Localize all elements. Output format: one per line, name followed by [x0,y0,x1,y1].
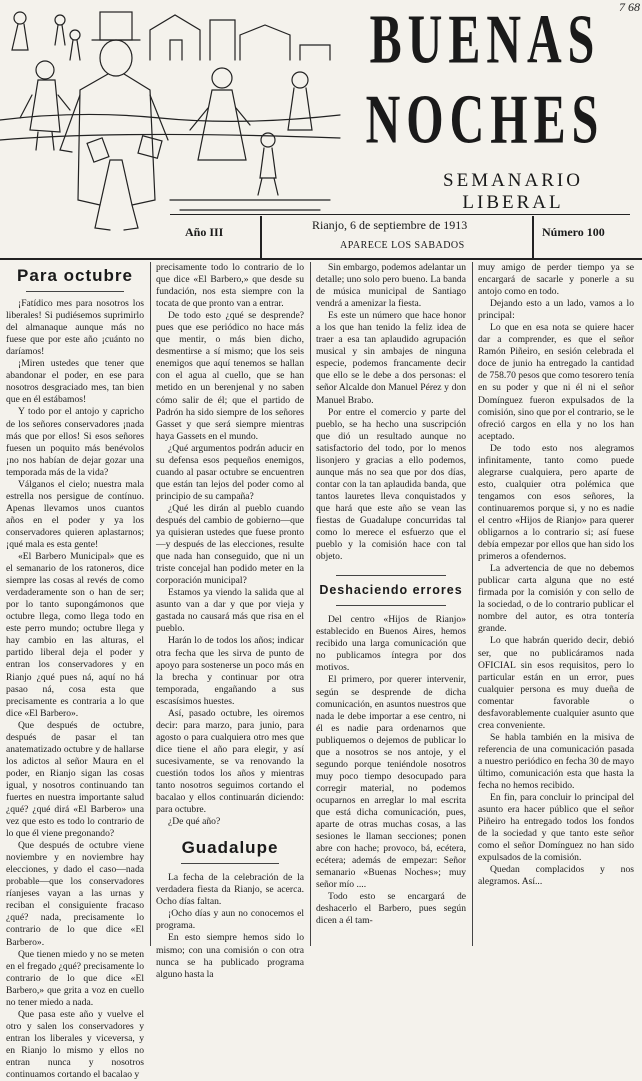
paragraph: ¿Qué les dirán al pueblo cuando después del cambio de gobierno—que ya quisieran ustedes que fuese pronto—y después de las elecciones, resulte que nada han conseguido, que ni un triste concejal han podido meter en la corporación municipal? [156,502,304,587]
paragraph: El primero, por querer intervenir, según se desprende de dicha comunicación, en asuntos nuestros que nada le debe importar a ese centro, ni él es nadie para ordenarnos que publiquemos o dejemos de publicar lo que a nosotros se nos antoje, y el segundo porque teniéndole nosotros muy poco tiempo desocupado para corregir material, no podemos ocuparnos en arreglar lo mal escrita que está dicha comunicación, pues, aparte de otras muchas cosas, a las sesiones le llaman secciones; ponen abre con hache; provoco, bá, ecétera, ecétera; además de empezar: Señor semanario «Buenas Noches»; muy señor mío .... [316,674,466,891]
issue-date: Rianjo, 6 de septiembre de 1913 [312,218,468,232]
paragraph: ¿Qué argumentos podrán aducir en su defensa esos pequeños enemigos, cuando al pasar octubre se encuentren que están tan lejos del poder como al principio de su campaña? [156,442,304,502]
paragraph: Y todo por el antojo y capricho de los señores conservadores ¡nada más que por ellos! Si esos señores fuesen un poquito más benévolos ¡no nos habían de dejar gozar una temporada más de la vida? [6,406,144,478]
infobar-divider-left [260,216,262,258]
issue-frequency: APARECE LOS SABADOS [340,240,465,251]
column-3 [316,262,466,946]
paragraph: La advertencia de que no debemos publicar carta alguna que no esté firmada por la comisión y con sello de la sociedad, o de lo contrario publicar el nombre del autor, es otra tontería grande. [478,563,634,635]
paragraph: De todo esto ¿qué se desprende? pues que ese periódico no hace más que mentir, o más bien dicho, desmentirse a sí mismo; que los seis enemigos que aquí tenemos se hallan con el agua al cuello, que se han metido en un berenjenal y no saben cómo salir de él; que el partido de Padrón ha sido siempre de los señores Gasset y que será siempre mientras haya Gassets en el mundo. [156,310,304,442]
column-1 [6,262,144,1081]
masthead-illustration [0,0,340,240]
paragraph: Por entre el comercio y parte del pueblo, se ha hecho una suscripción que dió un resultado aunque no satisfactorio del todo, por lo menos lisonjero y gracias a ello podemos, aunque más no sea que por dos días, contar con la tan aplaudida banda, que tantos lauretes lleva conquistados y que hará que este año se vean las fiestas de Guadalupe concurridas tal como lo merece el esfuerzo que el pueblo y la comisión hace con tal objeto. [316,406,466,563]
masthead-rule-top [170,214,630,215]
paragraph: Así, pasado octubre, les oiremos decir: para marzo, para junio, para agosto o para cualquiera otro mes que dice tiene el año para elegir, y así sucesivamente, se va renovando la cuestión todos los años y mientras tanto nosotros seguimos cortando el bacalao y ellos continuarán diciendo: para octubre. [156,707,304,816]
paragraph: Que después de octubre, después de pasar el tan anatematizado octubre y de hallarse los adictos al señor Maura en el poder, en Rianjo sigan las cosas igual, y nosotros continuando tan fuertes en nuestra importante salud ¿qué? ¿qué dirá «El Barbero» una vez que esto es todo lo contrario de lo que él viene pregonando? [6,719,144,840]
paragraph: Que después de octubre viene noviembre y en noviembre hay elecciones, y dado el caso—nada probable—que los conservadores ríanjeses vayan a las urnas y reciban el consiguiente fracaso ¿qué? nada, precisamente lo contrario de lo que dice «El Barbero». [6,840,144,948]
paragraph: precisamente todo lo contrario de lo que dice «El Barbero,» que desde su fundación, nos esta siempre con la tocata de que pronto van a entrar. [156,262,304,310]
paragraph: Harán lo de todos los años; indicar otra fecha que les sirva de punto de apoyo para sostenerse un poco más en la brecha y continuar por otra temporada, engañando a sus escasísimos huestes. [156,635,304,707]
paragraph: ¡Ocho días y aun no conocemos el programa. [156,908,304,932]
headline-para-octubre: Para octubre [17,266,133,285]
paragraph: De todo esto nos alegramos infinitamente, tanto como puede alegrarse cualquiera, pero aparte de esto, cualquier otra polémica que tengamos con esos señores, la continuaremos porque si, y no es nadie el centro «Hijos de Rianjo» para querer obligarnos a lo contrario si; así fuese debía empezar por ellos que han sido los primeros a ofendernos. [478,442,634,563]
column-4 [478,262,634,946]
paragraph: Sin embargo, podemos adelantar un detalle; uno solo pero bueno. La banda de música municipal de Santiago vendrá a amenizar la fiesta. [316,262,466,310]
paragraph: La fecha de la celebración de la verdadera fiesta da Rianjo, se acerca. Ocho días faltan. [156,872,304,908]
issue-number: Número 100 [542,225,605,239]
paragraph: Del centro «Hijos de Rianjo» establecido en Buenos Aires, hemos recibido una larga comunicación que no publicamos íntegra por dos motivos. [316,614,466,674]
paragraph: Lo que en esa nota se quiere hacer dar a comprender, es que el señor Ramón Piñeiro, en sesión celebrada el doce de junio ha entregado la cantidad de 758.70 pesos que como tesorero tenía en su poder y que ni él ni el señor Domínguez fueron expulsados de la comisión, sino que por el contrario, se le ofreció cargos en ella y no los han aceptado. [478,322,634,442]
headline-rule [336,605,446,606]
paragraph: Lo que habrán querido decir, debió ser, que no publicáramos nada OFICIAL sin esos requisitos, pero lo particular están en un error, pues cualquier persona es muy dueña de comentar favorable o desfavorablemente cualquier asunto que crea conveniente. [478,635,634,731]
issue-year: Año III [185,225,224,239]
paragraph: En fin, para concluir lo principal del asunto era hacer público que el señor Piñeiro ha entregado todos los fondos de la sociedad y que tanto este señor como el señor Domínguez no han sido expulsados de la comisión. [478,792,634,864]
masthead-title-line2: NOCHES [365,81,605,159]
paragraph: «El Barbero Municipal» que es el semanario de los ratoneros, dice siempre las cosas al revés de como verdaderamente son o han de ser; por lo tanto supongámonos que octubre llega, como llega todo en este perro mundo; octubre llega y hay cambio en las alturas, el partido liberal deja el poder y entran los conservadores y en Rianjo ¿qué pues ná, aquí no há pasao ná, cosa esta que precisamente es contraria a lo que dice «El Barbero». [6,551,144,719]
masthead-subtitle: SEMANARIO LIBERAL [443,170,583,213]
column-2 [156,262,304,980]
page-mark: 7 68 [619,0,640,14]
paragraph: ¡Fatídico mes para nosotros los liberales! Si pudiésemos suprimirlo del almanaque aunque más no fuese que por este año ¡cuánto no daríamos! [6,298,144,358]
masthead-rule-bottom [0,258,642,260]
paragraph: muy amigo de perder tiempo ya se encargará de sacarle y ponerle a su antojo como en todo. [478,262,634,298]
paragraph: Que tienen miedo y no se meten en el fregado ¿qué? precisamente lo contrario de lo que dice «El Barbero,» que grita a voz en cuello no tener miedo a nada. [6,948,144,1008]
paragraph: ¡Miren ustedes que tener que abandonar el poder, en ese para nosotros desgraciado mes, tan bien que en él estábamos! [6,358,144,406]
column-separator [472,262,473,946]
paragraph: Quedan complacidos y nos alegramos. Así... [478,864,634,888]
paragraph: Estamos ya viendo la salida que al asunto van a dar y que por vieja y gastada no causará más que risa en el pueblo. [156,587,304,635]
headline-deshaciendo-errores: Deshaciendo errores [319,583,463,598]
masthead-title-line1: BUENAS [369,1,601,79]
paragraph: Es este un número que hace honor a los que han tenido la feliz idea de traer a esa tan aplaudido agrupación musical y sin ambajes de ninguna especie, podemos francamente decir que ello se le debe a dos personas: el señor Alcalde don Manuel Pérez y don Manuel Brabo. [316,310,466,406]
headline-rule [26,291,124,292]
paragraph: Que pasa este año y vuelve el otro y salen los conservadores y entran los liberales y viceversa, y en Rianjo lo mismo y ellos no entran nunca y nosotros continuamos cortando el bacalao y [6,1008,144,1081]
infobar-divider-right [532,216,534,258]
paragraph: ¿De qué año? [168,816,221,828]
headline-guadalupe: Guadalupe [181,838,279,858]
paragraph: Válganos el cielo; nuestra mala estrella nos persigue de contínuo. Apenas llevamos unos cuantos años en el poder y ya los conservadores quieren aplastarnos; ¡qué mala es esta gente! [6,478,144,550]
section-rule [336,575,446,576]
paragraph: En esto siempre hemos sido lo mismo; con una comisión o con otra nunca se ha publicado programa alguno hasta la [156,932,304,980]
headline-rule [181,863,279,864]
column-separator [150,262,151,946]
paragraph: Dejando esto a un lado, vamos a lo principal: [478,298,634,322]
paragraph: Todo esto se encargará de deshacerlo el Barbero, pues según dicen a él tam- [316,891,466,927]
column-separator [310,262,311,946]
paragraph: Se habla también en la misiva de referencia de una comunicación pasada a nuestro periódico en fecha 30 de mayo último, comunicación esta que hasta la fecha no hemos recibido. [478,731,634,792]
